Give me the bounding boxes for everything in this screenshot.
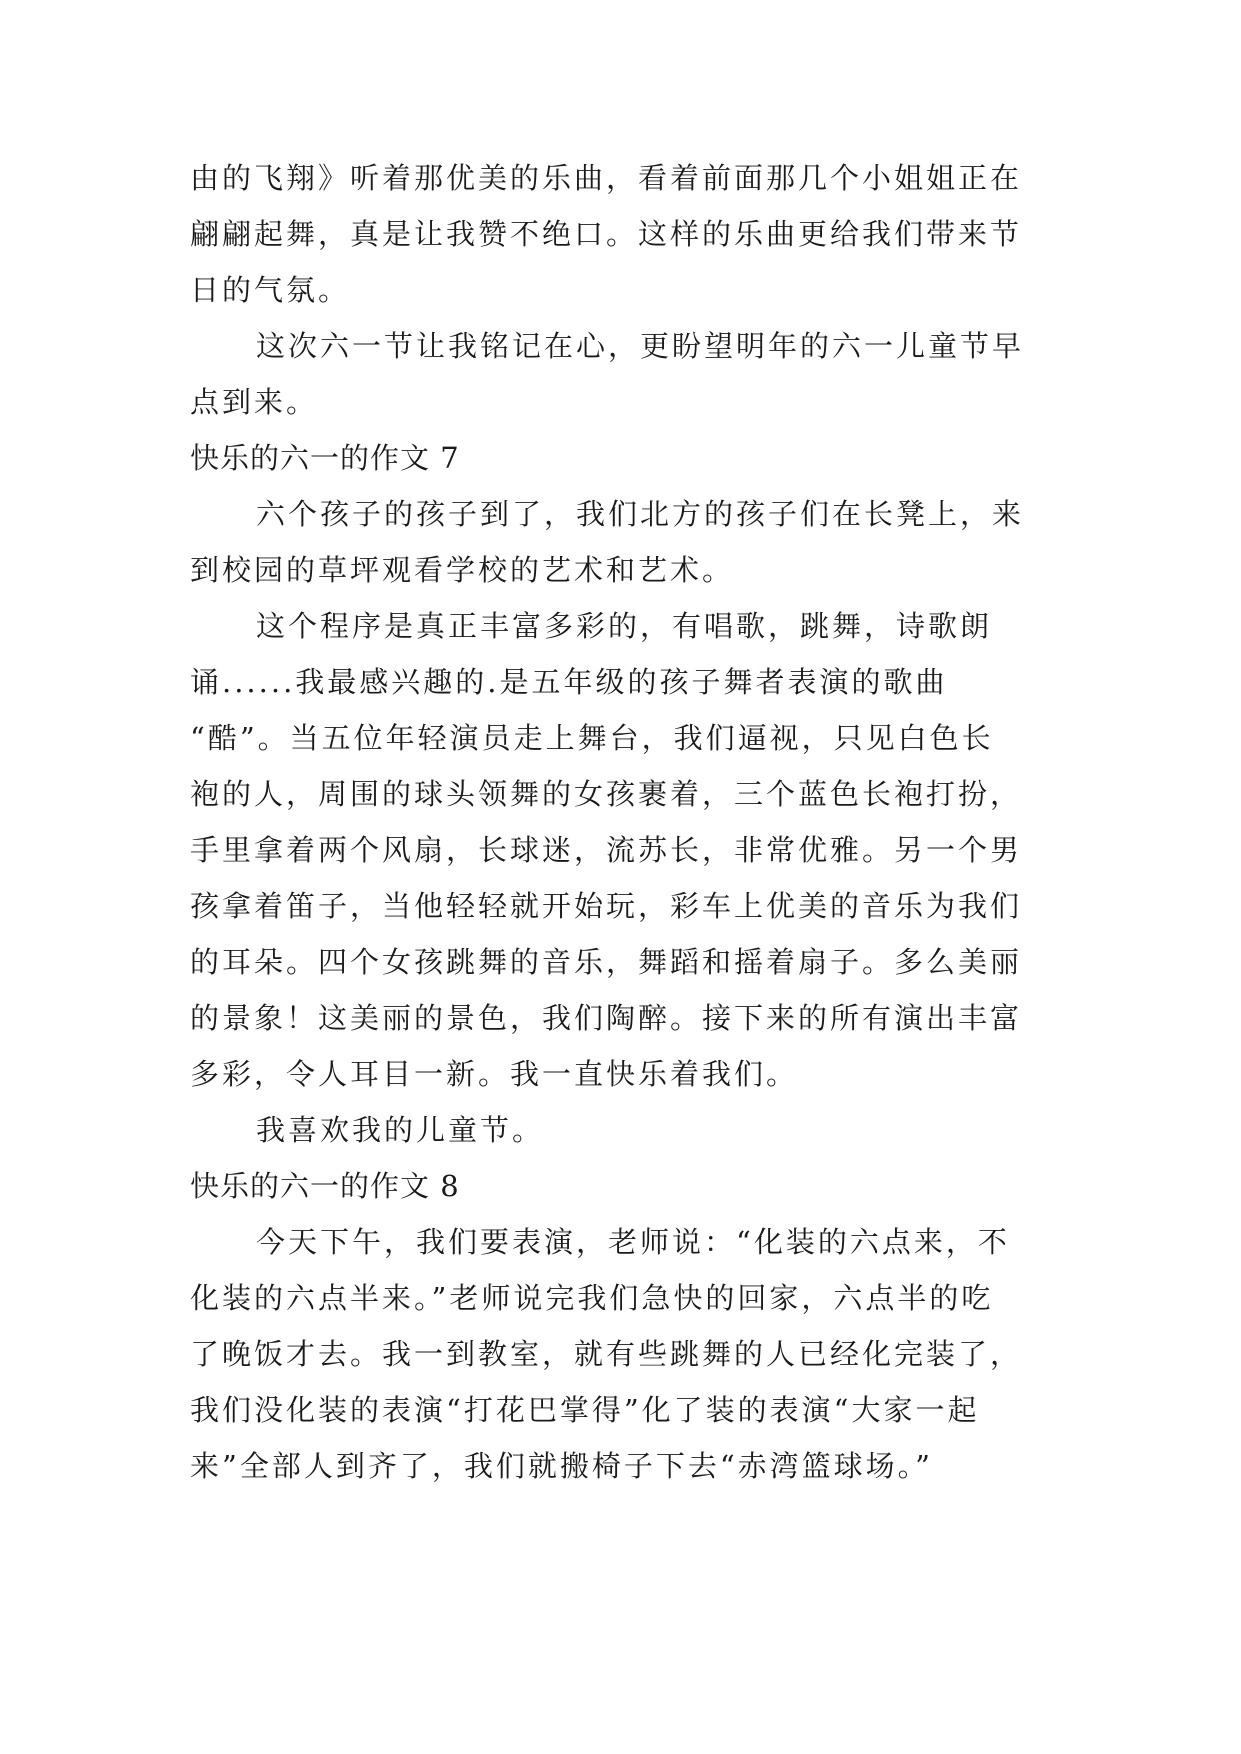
text-line: 的景象！这美丽的景色，我们陶醉。接下来的所有演出丰富 (190, 1001, 1023, 1035)
text-line: 袍的人，周围的球头领舞的女孩裹着，三个蓝色长袍打扮， (190, 777, 1023, 811)
text-line: 化装的六点半来。”老师说完我们急快的回家，六点半的吃 (190, 1281, 994, 1315)
text-line: 日的气氛。 (190, 273, 351, 307)
text-line: “酷”。当五位年轻演员走上舞台，我们逼视，只见白色长 (190, 721, 994, 755)
paragraph-first-line: 这次六一节让我铭记在心，更盼望明年的六一儿童节早 (256, 329, 1025, 363)
paragraph-first-line: 六个孩子的孩子到了，我们北方的孩子们在长凳上，来 (256, 497, 1025, 531)
section-heading-8: 快乐的六一的作文 8 (190, 1169, 460, 1203)
paragraph-first-line: 我喜欢我的儿童节。 (256, 1113, 545, 1147)
text-line: 翩翩起舞，真是让我赞不绝口。这样的乐曲更给我们带来节 (190, 217, 1023, 251)
document-page (190, 150, 1060, 1494)
text-line: 的耳朵。四个女孩跳舞的音乐，舞蹈和摇着扇子。多么美丽 (190, 945, 1023, 979)
paragraph-first-line: 今天下午，我们要表演，老师说：“化装的六点来，不 (256, 1225, 1010, 1259)
text-line: 手里拿着两个风扇，长球迷，流苏长，非常优雅。另一个男 (190, 833, 1023, 867)
text-line: 到校园的草坪观看学校的艺术和艺术。 (190, 553, 735, 587)
text-line: 点到来。 (190, 385, 319, 419)
text-line: 了晚饭才去。我一到教室，就有些跳舞的人已经化完装了， (190, 1337, 1023, 1371)
text-line: 我们没化装的表演“打花巴掌得”化了装的表演“大家一起 (190, 1393, 980, 1427)
text-line: 多彩，令人耳目一新。我一直快乐着我们。 (190, 1057, 799, 1091)
text-line: 诵......我最感兴趣的.是五年级的孩子舞者表演的歌曲 (190, 665, 948, 699)
paragraph-first-line: 这个程序是真正丰富多彩的，有唱歌，跳舞，诗歌朗 (256, 609, 993, 643)
text-line: 孩拿着笛子，当他轻轻就开始玩，彩车上优美的音乐为我们 (190, 889, 1023, 923)
text-line: 由的飞翔》听着那优美的乐曲，看着前面那几个小姐姐正在 (190, 161, 1023, 195)
text-line: 来”全部人到齐了，我们就搬椅子下去“赤湾篮球场。” (190, 1449, 933, 1483)
section-heading-7: 快乐的六一的作文 7 (190, 441, 460, 475)
